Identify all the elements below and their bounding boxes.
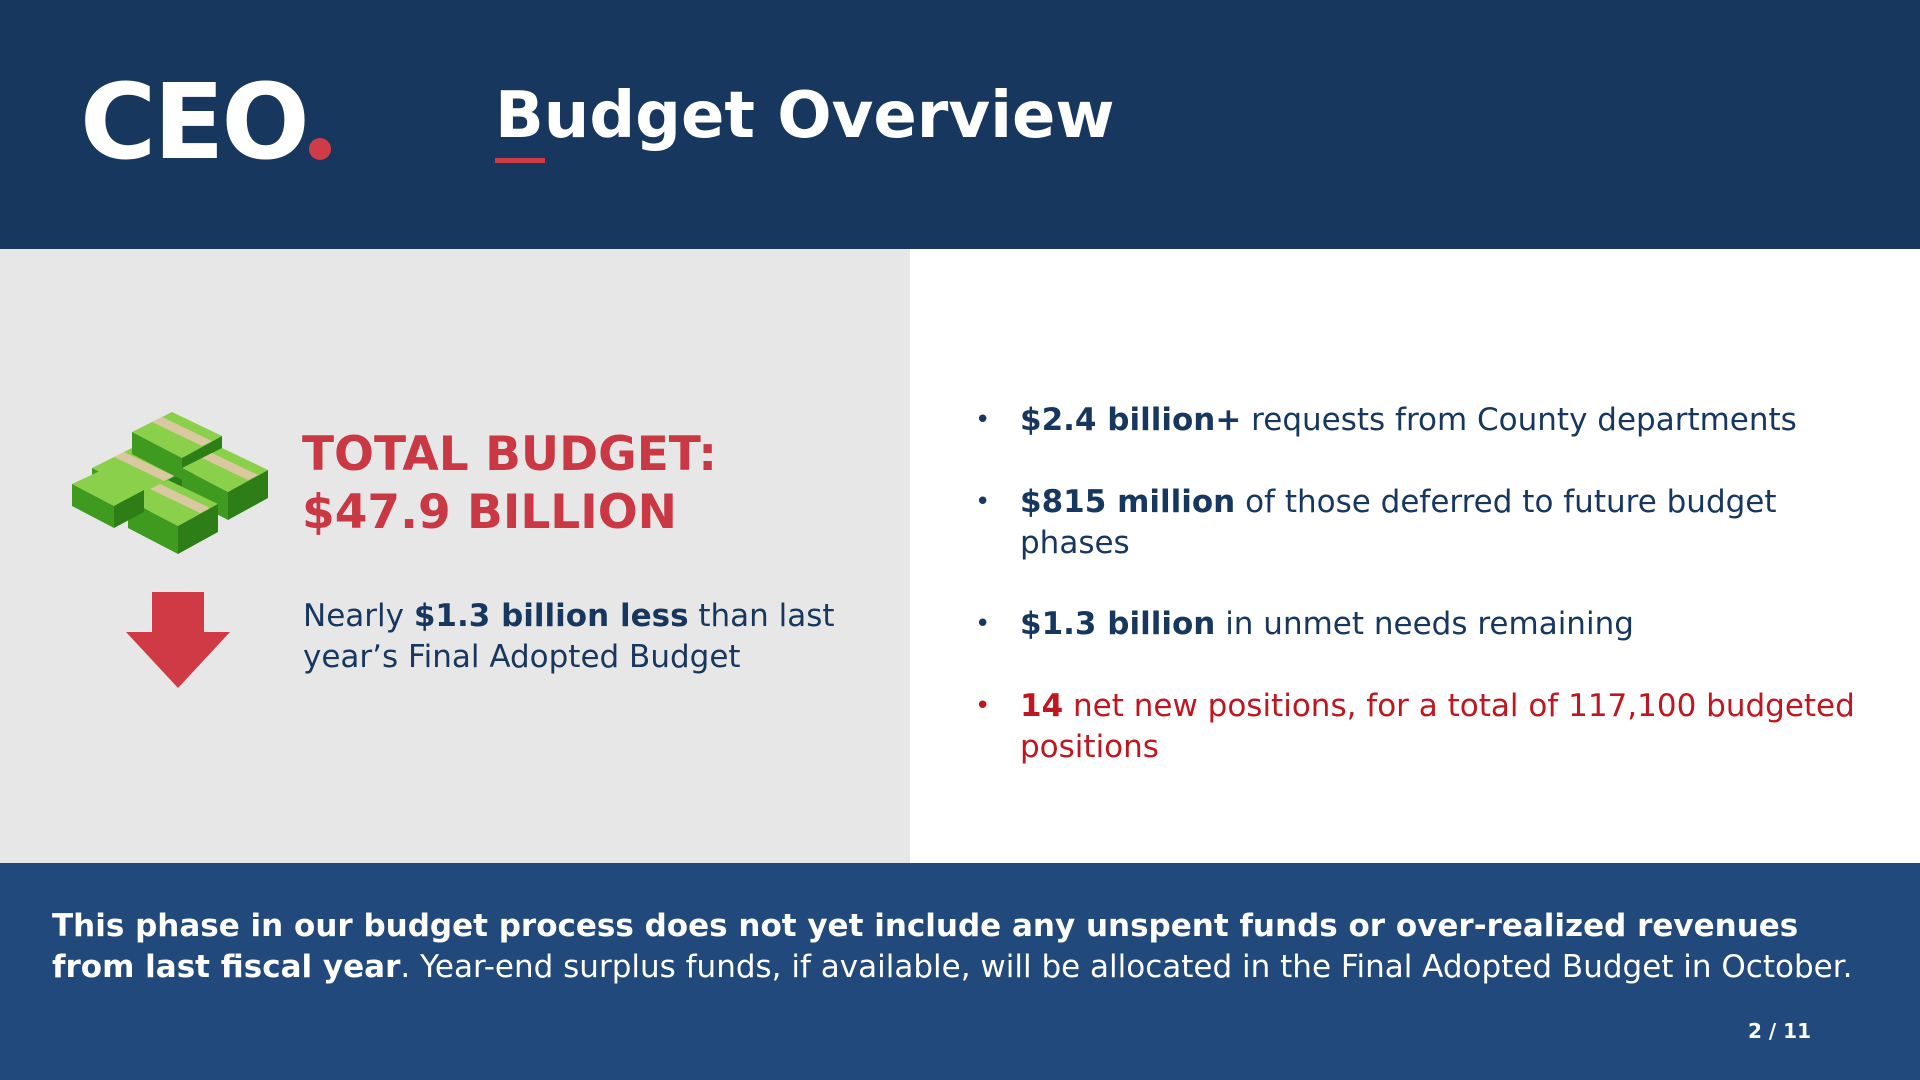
bullet-text xyxy=(1020,482,1875,564)
bullet-text xyxy=(1020,604,1875,645)
bullet-body: requests from County departments xyxy=(1241,402,1797,438)
title-underline xyxy=(495,158,545,163)
total-budget-amount: $47.9 BILLION xyxy=(302,485,678,540)
footer-bold-text: This phase in our budget process does not yet include any unspent funds or over-realized revenues from last fiscal year xyxy=(52,908,1799,985)
bullet-dot-icon: • xyxy=(975,405,991,435)
bullet-text xyxy=(1020,686,1875,768)
bullet-text xyxy=(1020,400,1875,441)
bullet-bold: $815 million xyxy=(1020,484,1236,520)
ceo-logo xyxy=(80,62,331,182)
bullet-dot-icon: • xyxy=(975,609,991,639)
bullet-body: net new positions, for a total of 117,100 budgeted positions xyxy=(1020,688,1855,765)
down-arrow-icon xyxy=(126,592,230,688)
page-title: Budget Overview xyxy=(495,79,1115,153)
bullet-bold: $1.3 billion xyxy=(1020,606,1216,642)
footer-body-text: . Year-end surplus funds, if available, will be allocated in the Final Adopted Budget in October. xyxy=(400,949,1853,985)
budget-change-note xyxy=(303,596,893,678)
footer-note xyxy=(52,906,1882,988)
bullet-dot-icon: • xyxy=(975,487,991,517)
total-budget-label: TOTAL BUDGET: xyxy=(302,427,718,482)
bullet-dot-icon: • xyxy=(975,691,991,721)
logo-text: CEO xyxy=(80,61,307,183)
money-stack-icon xyxy=(72,408,268,560)
bullet-bold: 14 xyxy=(1020,688,1064,724)
change-amount: $1.3 billion less xyxy=(413,598,689,634)
bullet-body: of those deferred to future budget phases xyxy=(1020,484,1777,561)
page-number: 2 / 11 xyxy=(1748,1019,1811,1043)
bullet-body: in unmet needs remaining xyxy=(1215,606,1634,642)
header-bar xyxy=(0,0,1920,249)
logo-dot-icon xyxy=(309,138,331,160)
change-suffix: than last year’s Final Adopted Budget xyxy=(303,598,835,675)
bullet-bold: $2.4 billion+ xyxy=(1020,402,1242,438)
change-prefix: Nearly xyxy=(303,598,414,634)
